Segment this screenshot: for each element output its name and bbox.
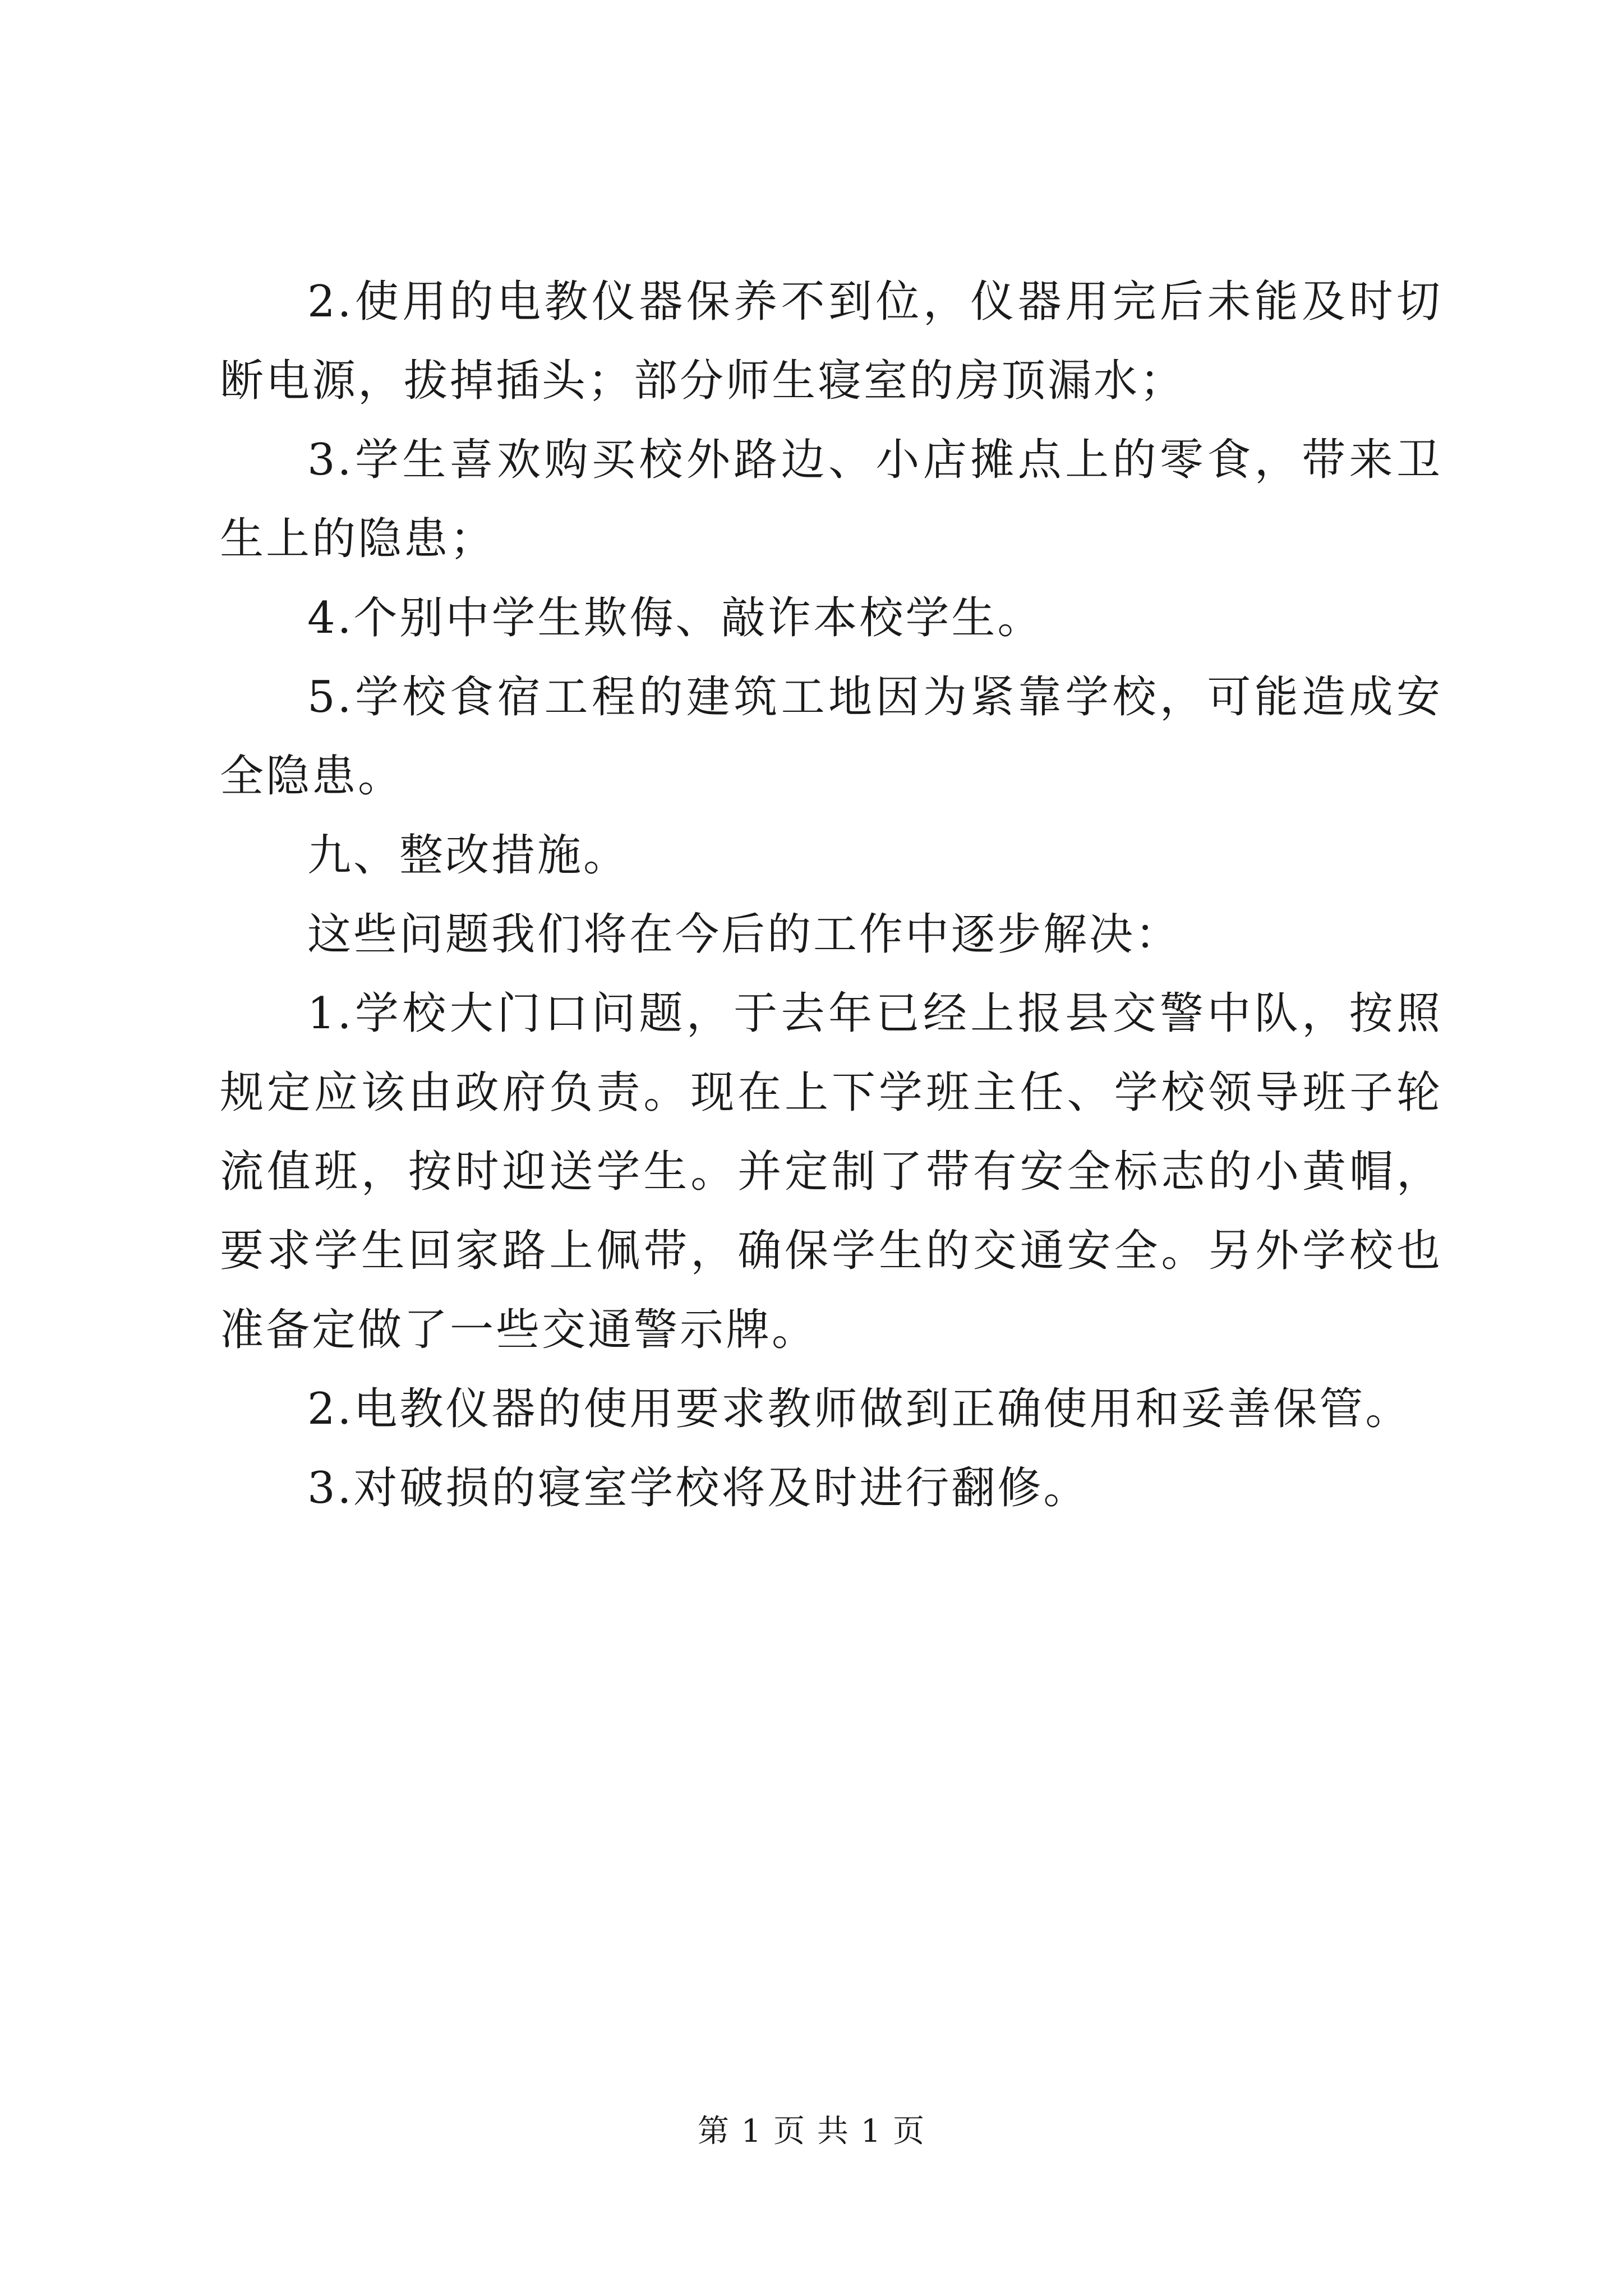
paragraph-intro: 这些问题我们将在今后的工作中逐步解决：: [307, 909, 1182, 960]
section-heading-rectification: 九、整改措施。: [307, 830, 630, 881]
paragraph-item-2: 2.使用的电教仪器保养不到位，仪器用完后未能及时切断电源，拔掉插头；部分师生寝室的房顶漏水；: [220, 277, 1442, 406]
measure-item-2: 2.电教仪器的使用要求教师做到正确使用和妥善保管。: [307, 1384, 1412, 1434]
page-footer: 第 1 页 共 1 页: [697, 2113, 926, 2150]
paragraph-item-5: 5.学校食宿工程的建筑工地因为紧靠学校，可能造成安全隐患。: [220, 672, 1442, 802]
measure-item-3: 3.对破损的寝室学校将及时进行翻修。: [307, 1463, 1090, 1513]
measure-item-1: 1.学校大门口问题，于去年已经上报县交警中队，按照规定应该由政府负责。现在上下学班主任、学校领导班子轮流值班，按时迎送学生。并定制了带有安全标志的小黄帽，要求学生回家路上佩带，确保学生的交通安全。另外学校也准备定做了一些交通警示牌。: [220, 988, 1442, 1355]
paragraph-item-4: 4.个别中学生欺侮、敲诈本校学生。: [307, 593, 1044, 643]
paragraph-item-3: 3.学生喜欢购买校外路边、小店摊点上的零食，带来卫生上的隐患；: [220, 435, 1442, 564]
document-body: [220, 263, 1442, 1528]
